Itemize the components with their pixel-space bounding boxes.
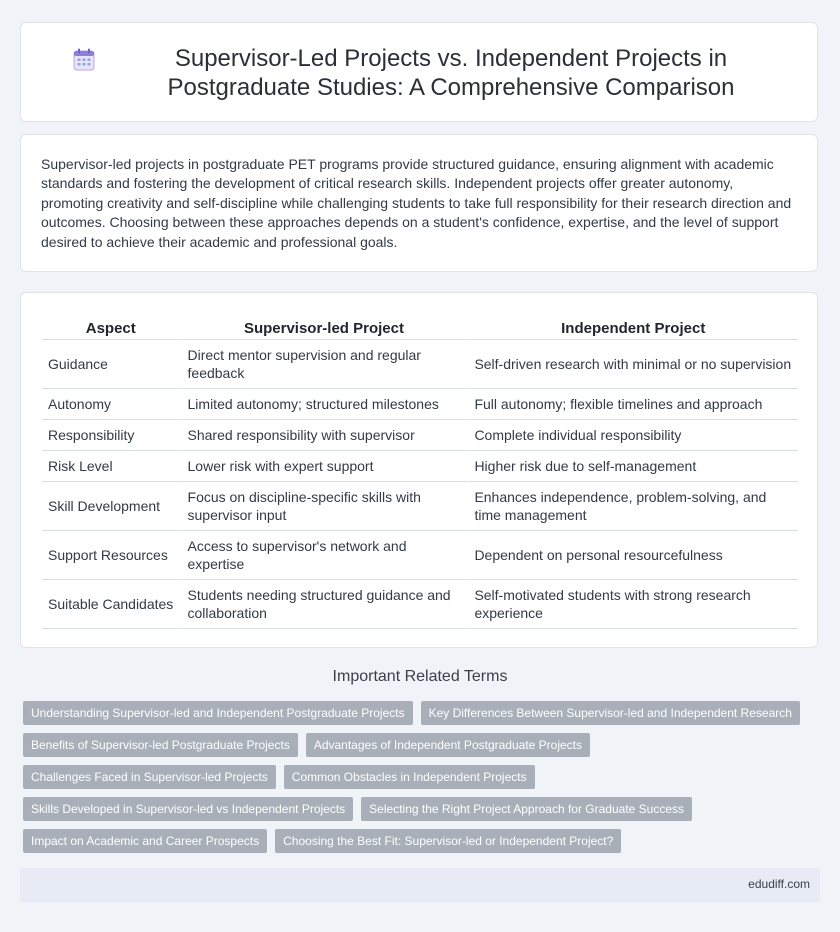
table-row [42, 420, 798, 451]
related-term-link[interactable]: Benefits of Supervisor-led Postgraduate Projects [23, 733, 298, 757]
supervisor-led-cell: Access to supervisor's network and expertise [182, 531, 469, 580]
independent-cell: Higher risk due to self-management [468, 451, 798, 482]
footer [20, 868, 820, 902]
table-row [42, 482, 798, 531]
related-terms-heading: Important Related Terms [332, 668, 508, 685]
tag-row [23, 733, 813, 757]
table-row [42, 531, 798, 580]
comparison-card [20, 292, 818, 648]
table-header-row [42, 315, 798, 340]
related-term-link[interactable]: Key Differences Between Supervisor-led and Independent Research [421, 701, 800, 725]
aspect-cell: Risk Level [42, 451, 182, 482]
table-row [42, 389, 798, 420]
related-term-link[interactable]: Common Obstacles in Independent Projects [284, 765, 535, 789]
aspect-cell: Autonomy [42, 389, 182, 420]
related-term-link[interactable]: Impact on Academic and Career Prospects [23, 829, 267, 853]
intro-card [20, 134, 818, 272]
table-row [42, 580, 798, 629]
column-header-independent: Independent Project [468, 315, 798, 340]
independent-cell: Self-motivated students with strong research experience [468, 580, 798, 629]
page-title: Supervisor-Led Projects vs. Independent Projects in Postgraduate Studies: A Comprehensive Comparison [167, 45, 735, 101]
supervisor-led-cell: Focus on discipline-specific skills with supervisor input [182, 482, 469, 531]
aspect-cell: Support Resources [42, 531, 182, 580]
related-terms-list [23, 701, 813, 861]
table-row [42, 340, 798, 389]
tag-row [23, 829, 813, 853]
column-header-supervisor-led: Supervisor-led Project [182, 315, 469, 340]
title-card [20, 22, 818, 122]
footer-site-link[interactable]: edudiff.com [748, 877, 810, 891]
aspect-cell: Skill Development [42, 482, 182, 531]
related-term-link[interactable]: Choosing the Best Fit: Supervisor-led or Independent Project? [275, 829, 621, 853]
independent-cell: Enhances independence, problem-solving, and time management [468, 482, 798, 531]
supervisor-led-cell: Limited autonomy; structured milestones [182, 389, 469, 420]
tag-row [23, 797, 813, 821]
supervisor-led-cell: Direct mentor supervision and regular feedback [182, 340, 469, 389]
aspect-cell: Responsibility [42, 420, 182, 451]
independent-cell: Complete individual responsibility [468, 420, 798, 451]
independent-cell: Dependent on personal resourcefulness [468, 531, 798, 580]
independent-cell: Self-driven research with minimal or no supervision [468, 340, 798, 389]
comparison-table [42, 315, 798, 629]
column-header-aspect: Aspect [42, 315, 182, 340]
related-term-link[interactable]: Advantages of Independent Postgraduate Projects [306, 733, 590, 757]
tag-row [23, 701, 813, 725]
related-term-link[interactable]: Selecting the Right Project Approach for Graduate Success [361, 797, 692, 821]
aspect-cell: Guidance [42, 340, 182, 389]
supervisor-led-cell: Lower risk with expert support [182, 451, 469, 482]
related-term-link[interactable]: Challenges Faced in Supervisor-led Projects [23, 765, 276, 789]
related-term-link[interactable]: Skills Developed in Supervisor-led vs Independent Projects [23, 797, 353, 821]
related-term-link[interactable]: Understanding Supervisor-led and Independent Postgraduate Projects [23, 701, 413, 725]
intro-paragraph: Supervisor-led projects in postgraduate PET programs provide structured guidance, ensuring alignment with academic standards and fostering the development of critical research skills. Independent projects offer greater autonomy, promoting creativity and self-discipline while challenging students to take full responsibility for their research direction and outcomes. Choosing between these approaches depends on a student's confidence, expertise, and the level of support desired to achieve their academic and professional goals. [41, 156, 792, 250]
aspect-cell: Suitable Candidates [42, 580, 182, 629]
independent-cell: Full autonomy; flexible timelines and approach [468, 389, 798, 420]
supervisor-led-cell: Students needing structured guidance and collaboration [182, 580, 469, 629]
tag-row [23, 765, 813, 789]
table-row [42, 451, 798, 482]
supervisor-led-cell: Shared responsibility with supervisor [182, 420, 469, 451]
